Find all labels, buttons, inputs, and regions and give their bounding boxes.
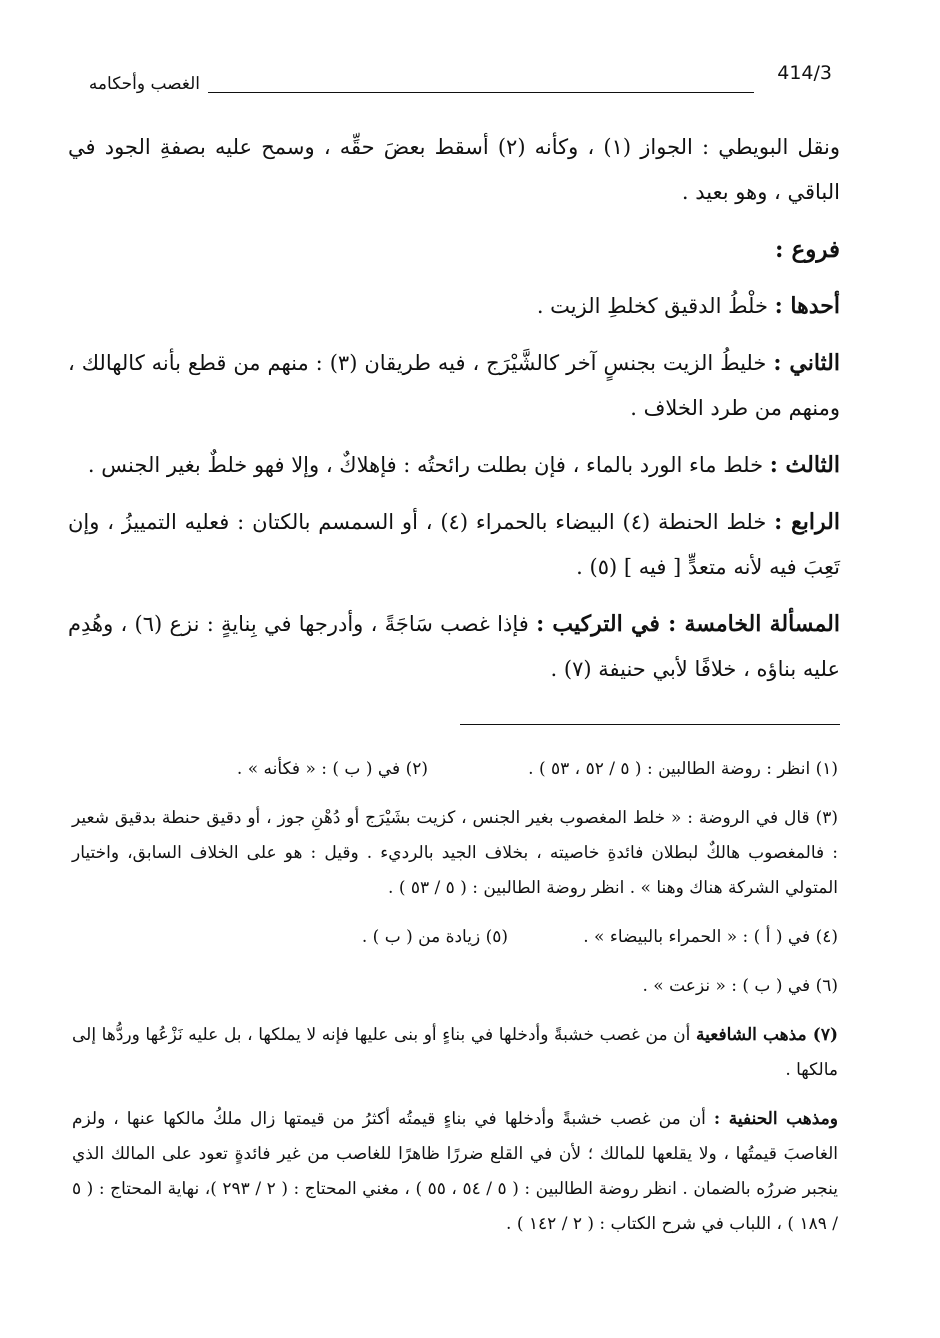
branch-third-text: خلط ماء الورد بالماء ، فإن بطلت رائحتُه : فإهلاكٌ ، وإلا فهو خلطٌ بغير الجنس . bbox=[87, 453, 764, 477]
header-rule bbox=[208, 92, 754, 93]
page-number: 414/3 bbox=[777, 62, 832, 84]
branch-second-text: خليطُ الزيت بجنسٍ آخر كالشَّيْرَج ، فيه طريقان (٣) : منهم من قطع بأنه كالهالك ، ومنهم من طرد الخلاف . bbox=[68, 351, 840, 420]
footnote-3: (٣) قال في الروضة : « خلط المغصوب بغير الجنس ، كزيت بشَيْرَج أو دُهْنِ جوز ، أو دقيق حنطة بدقيق شعير : فالمغصوب هالكٌ لبطلان فائدةِ خاصيته ، بخلاف الجيد بالرديء . وقيل : هو على الخلاف السابق، واختيار المتولي الشركة هناك وهنا » . انظر روضة الطالبين : ( ٥ / ٥٣ ) . bbox=[72, 808, 838, 898]
footnote-5: (٥) زيادة من ( ب ) . bbox=[361, 927, 508, 947]
issue-fifth bbox=[68, 602, 840, 692]
branch-first bbox=[68, 284, 840, 329]
branch-first-text: خلْطُ الدقيق كخلطِ الزيت . bbox=[536, 294, 768, 318]
footnote-7-label: (٧) مذهب الشافعية bbox=[696, 1025, 839, 1045]
branch-second bbox=[68, 341, 840, 431]
footnotes bbox=[72, 752, 838, 1242]
branch-fourth bbox=[68, 500, 840, 590]
branch-third-label: الثالث : bbox=[769, 452, 840, 478]
footnote-2: (٢) في ( ب ) : « فكأنه » . bbox=[236, 759, 428, 779]
branch-second-label: الثاني : bbox=[773, 350, 840, 376]
footnote-6: (٦) في ( ب ) : « نزعت » . bbox=[642, 976, 838, 996]
issue-fifth-text: فإذا غصب سَاجَةً ، وأدرجها في بِنايةٍ : نزع (٦) ، وهُدِم عليه بناؤه ، خلافًا لأبي حنيفة (٧) . bbox=[68, 612, 840, 681]
issue-fifth-label: المسألة الخامسة : في التركيب : bbox=[536, 611, 840, 637]
footnote-4: (٤) في ( أ ) : « الحمراء بالبيضاء » . bbox=[583, 927, 838, 947]
paragraph-buwayti: ونقل البويطي : الجواز (١) ، وكأنه (٢) أسقط بعضَ حقِّه ، وسمح عليه بصفةِ الجود في الباقي ، وهو بعيد . bbox=[68, 135, 840, 204]
footnote-row-4-5 bbox=[72, 920, 838, 955]
footnote-hanafi bbox=[72, 1102, 838, 1242]
footnote-row-1-2 bbox=[72, 752, 838, 787]
footnote-separator bbox=[460, 724, 840, 725]
running-title: الغصب وأحكامه bbox=[88, 74, 200, 94]
branch-fourth-label: الرابع : bbox=[774, 509, 840, 535]
branch-fourth-text: خلط الحنطة (٤) البيضاء بالحمراء (٤) ، أو السمسم بالكتان : فعليه التمييزُ ، وإن تَعِبَ فيه لأنه متعدٍّ [ فيه ] (٥) . bbox=[68, 510, 840, 579]
footnote-1: (١) انظر : روضة الطالبين : ( ٥ / ٥٢ ، ٥٣ ) . bbox=[528, 759, 838, 779]
branch-first-label: أحدها : bbox=[774, 293, 840, 319]
footnote-7 bbox=[72, 1018, 838, 1088]
branch-third bbox=[68, 443, 840, 488]
footnote-hanafi-text: أن من غصب خشبةً وأدخلها في بناءٍ قيمتُه أكثرُ من قيمتها زال ملكُ مالكها عنها ، ولزم الغاصبَ قيمتُها ، ولا يقلعها للمالك ؛ لأن في القلع ضررًا ظاهرًا للغاصب من غير فائدةٍ تعود على المالك الذي ينجبر ضررُه بالضمان . انظر روضة الطالبين : ( ٥ / ٥٤ ، ٥٥ ) ، مغني المحتاج : ( ٢ / ٢٩٣ )، نهاية المحتاج : ( ٥ / ١٨٩ ) ، اللباب في شرح الكتاب : ( ٢ / ١٤٢ ) . bbox=[72, 1109, 839, 1234]
footnote-7-text: أن من غصب خشبةً وأدخلها في بناءٍ أو بنى عليها فإنه لا يملكها ، بل عليه نَزْعُها وردُّها إلى مالكها . bbox=[72, 1025, 838, 1080]
main-text bbox=[68, 125, 840, 692]
furu-heading: فروع : bbox=[774, 236, 840, 263]
footnote-hanafi-label: ومذهب الحنفية : bbox=[713, 1109, 838, 1129]
